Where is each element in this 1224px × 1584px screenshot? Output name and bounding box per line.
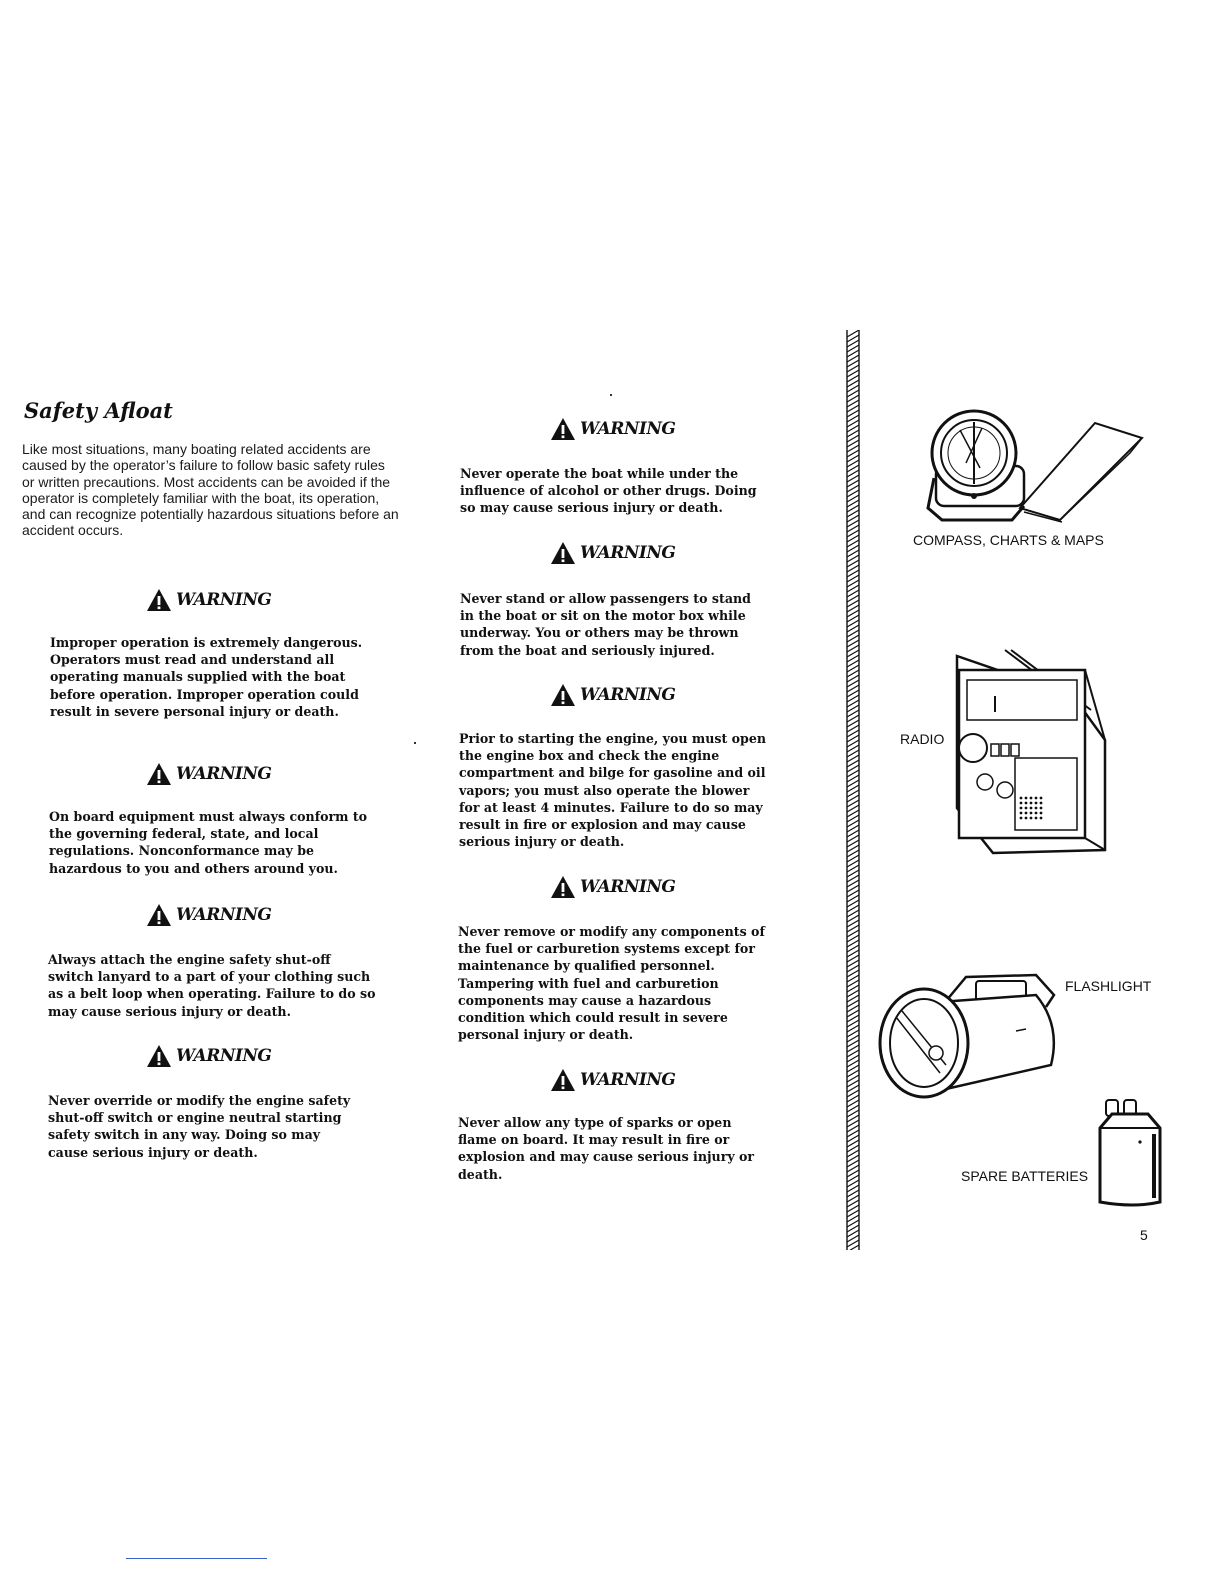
compass-caption: COMPASS, CHARTS & MAPS — [913, 532, 1104, 548]
flashlight-caption: FLASHLIGHT — [1065, 978, 1152, 994]
warning-triangle-icon — [146, 762, 172, 786]
warning-heading-fuel-system — [550, 874, 675, 900]
warning-label: WARNING — [580, 543, 676, 563]
warning-text-safety-lanyard: Always attach the engine safety shut-off switch lanyard to a part of your clothing such as a belt loop when operating. Failure to do so may cause serious injury or death. — [48, 952, 376, 1019]
section-title: Safety Afloat — [24, 398, 173, 423]
warning-label: WARNING — [580, 877, 676, 897]
column-divider — [846, 330, 860, 1250]
footer-rule — [126, 1558, 267, 1559]
warning-heading-sparks — [550, 1067, 675, 1093]
warning-text-alcohol: Never operate the boat while under the influence of alcohol or other drugs. Doing so may cause serious injury or death. — [460, 466, 757, 516]
warning-triangle-icon — [550, 541, 576, 565]
warning-text-shutoff-switch: Never override or modify the engine safety shut-off switch or engine neutral starting safety switch in any way. Doing so may cause serious injury or death. — [48, 1093, 351, 1160]
warning-triangle-icon — [146, 1044, 172, 1068]
spare-battery-illustration — [1094, 1098, 1166, 1210]
warning-triangle-icon — [146, 903, 172, 927]
warning-text-improper-operation: Improper operation is extremely dangerous. Operators must read and understand all operating manuals supplied with the boat before operation. Improper operation could result in severe personal injury or death. — [50, 635, 363, 719]
warning-text-sparks: Never allow any type of sparks or open flame on board. It may result in fire or explosion and may cause serious injury or death. — [458, 1115, 755, 1182]
warning-triangle-icon — [550, 683, 576, 707]
intro-paragraph: Like most situations, many boating related accidents are caused by the operator’s failure to follow basic safety rules or written precautions. Most accidents can be avoided if the operator is completely familiar with the boat, its operation, and can recognize potentially hazardous situations before an accident occurs. — [22, 441, 399, 539]
warning-label: WARNING — [176, 905, 272, 925]
flashlight-illustration — [876, 965, 1066, 1115]
warning-heading-standing — [550, 540, 675, 566]
warning-text-standing: Never stand or allow passengers to stand in the boat or sit on the motor box while underway. You or others may be thrown from the boat and seriously injured. — [460, 591, 751, 658]
warning-label: WARNING — [176, 1046, 272, 1066]
warning-label: WARNING — [176, 764, 272, 784]
scan-speck — [414, 742, 416, 744]
compass-charts-maps-illustration — [920, 408, 1145, 526]
scan-speck — [610, 394, 612, 396]
warning-heading-improper-operation — [146, 587, 271, 613]
warning-heading-engine-start — [550, 682, 675, 708]
radio-caption: RADIO — [900, 731, 945, 747]
warning-label: WARNING — [580, 685, 676, 705]
warning-label: WARNING — [580, 419, 676, 439]
warning-triangle-icon — [550, 417, 576, 441]
page-number: 5 — [1140, 1227, 1148, 1243]
warning-heading-shutoff-switch — [146, 1043, 271, 1069]
warning-triangle-icon — [146, 588, 172, 612]
warning-heading-onboard-equipment — [146, 761, 271, 787]
spare-batteries-caption: SPARE BATTERIES — [961, 1168, 1089, 1184]
warning-text-fuel-system: Never remove or modify any components of the fuel or carburetion systems except for maintenance by qualified personnel. Tampering with fuel and carburetion components may cause a hazardous condition which could result in severe personal injury or death. — [458, 924, 765, 1043]
warning-heading-alcohol — [550, 416, 675, 442]
radio-illustration — [945, 648, 1115, 858]
warning-heading-safety-lanyard — [146, 902, 271, 928]
warning-label: WARNING — [176, 590, 272, 610]
warning-triangle-icon — [550, 1068, 576, 1092]
warning-text-onboard-equipment: On board equipment must always conform to the governing federal, state, and local regulations. Nonconformance may be hazardous to you and others around you. — [49, 809, 368, 876]
warning-triangle-icon — [550, 875, 576, 899]
warning-text-engine-start: Prior to starting the engine, you must open the engine box and check the engine compartment and bilge for gasoline and oil vapors; you must also operate the blower for at least 4 minutes. Failure to do so may result in fire or explosion and may cause serious injury or death. — [459, 731, 767, 850]
warning-label: WARNING — [580, 1070, 676, 1090]
